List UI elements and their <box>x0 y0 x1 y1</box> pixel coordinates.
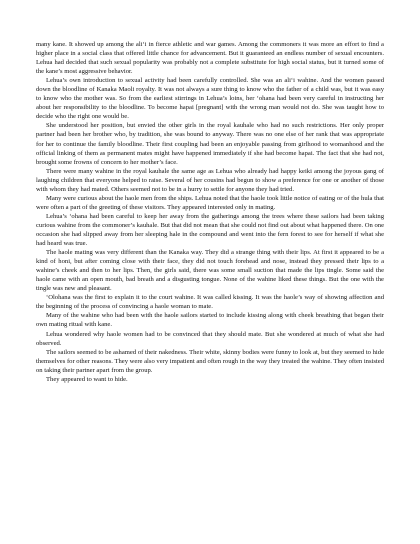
paragraph-4: There were many wahine in the royal kauhale the same age as Lehua who already had happy keiki among the joyous gang of laughing children that everyone helped to raise. Several of her cousins had begun to show a preference for one or another of those with whom they had mated. Others seemed not to be in a hurry to settle for anyone they had tried. <box>36 167 384 193</box>
paragraph-6: Lehua’s ‘ohana had been careful to keep her away from the gatherings among the trees where these sailors had been taking curious wahine from the commoner’s kauhale. But that did not mean that she could not find out about what happened there. On one occasion she had slipped away from her sleeping hale in the compound and went into the fern forest to see for herself if what she had heard was true. <box>36 212 384 248</box>
paragraph-12: They appeared to want to hide. <box>46 375 128 383</box>
book-page-body <box>36 40 384 520</box>
paragraph-11: The sailors seemed to be ashamed of their nakedness. Their white, skinny bodies were funny to look at, but they seemed to hide themselves for other reasons. They were also very impatient and often rough in the way they treated the wahine. They often insisted on taking their partner apart from the group. <box>36 348 384 374</box>
paragraph-8: ‘Olohana was the first to explain it to the court wahine. It was called kissing. It was the haole’s way of showing affection and the beginning of the process of convincing a haole woman to mate. <box>36 294 384 311</box>
paragraph-10: Lehua wondered why haole women had to be convinced that they should mate. But she wondered at much of what she had observed. <box>36 330 384 347</box>
paragraph-3: She understood her position, but envied the other girls in the royal kauhale who had no such restrictions. Her only proper partner had been her brother who, by tradition, she was bound to anyway. There was no one else of her rank that was appropriate for her to continue the family bloodline. Their first coupling had been an enjoyable passing from girlhood to womanhood and the official linking of them as permanent mates might have happened immediately if she had become hapai. The fact that she had not, brought some frowns of concern to her mother’s face. <box>36 122 384 166</box>
paragraph-2: Lehua’s own introduction to sexual activity had been carefully controlled. She was an ali‘i wahine. And the women passed down the bloodline of Kanaka Maoli royalty. It was not always a sure thing to know who the father of a child was, but it was easy to know who the mother was. So from the earliest stirrings in Lehua’s loins, her ‘ohana had been very careful in instructing her about her responsibility to the bloodline. To become hapai [pregnant] with the wrong man would not do. She was taught how to decide who the right one would be. <box>36 77 384 121</box>
paragraph-1: many kane. It showed up among the ali‘i in fierce athletic and war games. Among the commoners it was more an effort to find a higher place in a social class that offered little chance for advancement. But it guaranteed an endless number of sexual encounters. Lehua had decided that such sexual popularity was probably not a complete substitute for high social status, but it turned some of the kane’s most aggressive behavior. <box>36 41 384 76</box>
paragraph-5: Many were curious about the haole men from the ships. Lehua noted that the haole took little notice of eating or of the hula that were often a part of the greeting of these visitors. They appeared interested only in mating. <box>36 194 384 211</box>
paragraph-9: Many of the wahine who had been with the haole sailors started to include kissing along with cheek breathing that began their own mating ritual with kane. <box>36 312 384 329</box>
paragraph-7: The haole mating was very different than the Kanaka way. They did a strange thing with their lips. At first it appeared to be a kind of honi, but after coming close with their face, they did not touch forehead and nose, instead they pressed their lips to a wahine’s cheek and then to her lips. Then, the girls said, there was some small suction that made the lips tingle. Some said the haole came with an open mouth, bad breath and a disgusting tongue. None of the wahine liked these things. But the one with the tingle was new and pleasant. <box>36 249 384 293</box>
